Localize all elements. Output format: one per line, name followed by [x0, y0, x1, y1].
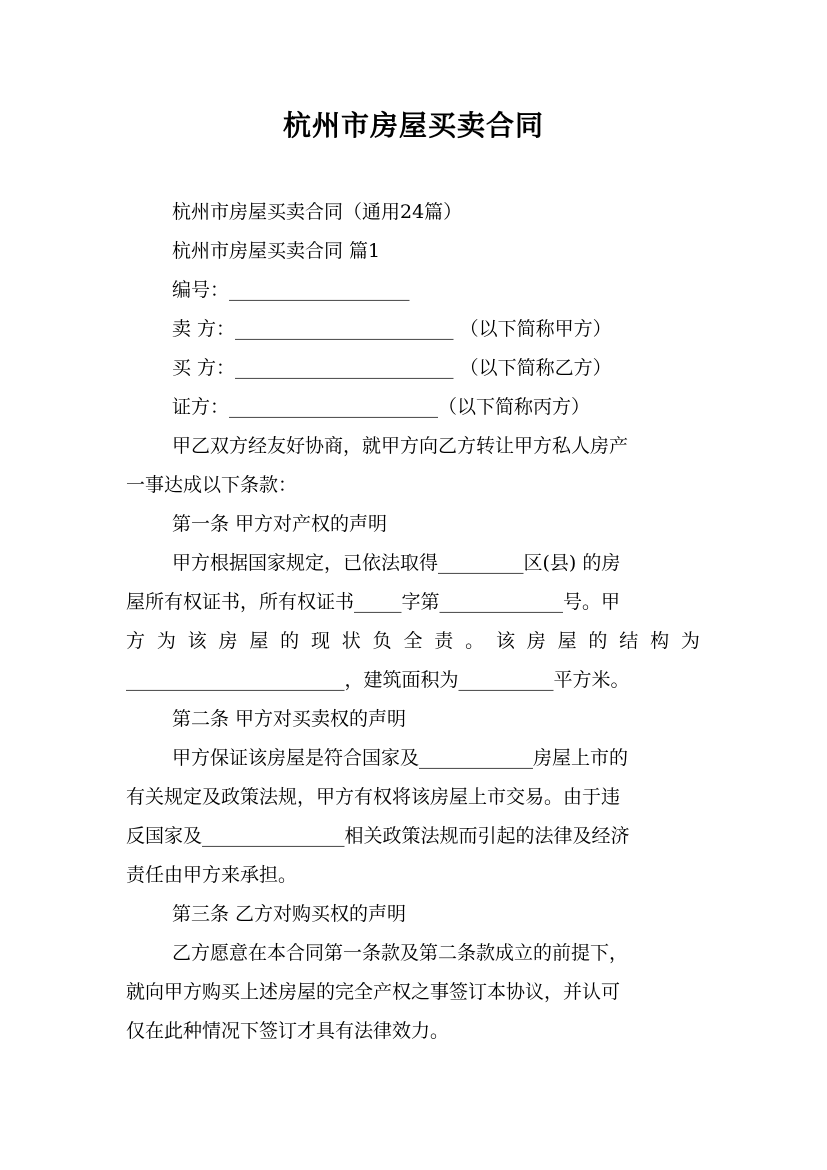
article-2-line-3: 反国家及_______________相关政策法规而引起的法律及经济: [126, 825, 630, 847]
article-2-line-1: 甲方保证该房屋是符合国家及____________房屋上市的: [172, 747, 629, 769]
witness-line: 证方：______________________（以下简称丙方）: [172, 396, 591, 418]
buyer-line: 买 方：_______________________ （以下简称乙方）: [172, 357, 612, 379]
article-1-heading: 第一条 甲方对产权的声明: [172, 513, 388, 535]
article-3-line-3: 仅在此种情况下签订才具有法律效力。: [126, 1020, 450, 1042]
article-2-line-4: 责任由甲方来承担。: [126, 864, 298, 886]
contract-number-line: 编号：___________________: [172, 279, 410, 301]
article-1-line-2: 屋所有权证书，所有权证书_____字第_____________号。甲: [126, 591, 621, 613]
article-2-line-2: 有关规定及政策法规，甲方有权将该房屋上市交易。由于违: [126, 786, 621, 808]
article-3-line-2: 就向甲方购买上述房屋的完全产权之事签订本协议，并认可: [126, 981, 621, 1003]
article-1-line-1: 甲方根据国家规定，已依法取得_________区(县) 的房: [172, 552, 621, 574]
heading-general: 杭州市房屋买卖合同（通用24篇）: [172, 201, 463, 223]
article-1-line-3: 方 为 该 房 屋 的 现 状 负 全 责 。 该 房 屋 的 结 构 为: [126, 630, 700, 652]
article-2-heading: 第二条 甲方对买卖权的声明: [172, 708, 407, 730]
document-title: 杭州市房屋买卖合同: [282, 109, 544, 142]
preamble-line-1: 甲乙双方经友好协商，就甲方向乙方转让甲方私人房产: [172, 435, 629, 457]
heading-part-1: 杭州市房屋买卖合同 篇1: [172, 240, 381, 262]
seller-line: 卖 方：_______________________ （以下简称甲方）: [172, 318, 612, 340]
article-3-heading: 第三条 乙方对购买权的声明: [172, 903, 407, 925]
article-3-line-1: 乙方愿意在本合同第一条款及第二条款成立的前提下，: [172, 942, 629, 964]
article-1-line-4: _______________________，建筑面积为__________平方米。: [126, 669, 630, 691]
preamble-line-2: 一事达成以下条款：: [126, 474, 298, 496]
